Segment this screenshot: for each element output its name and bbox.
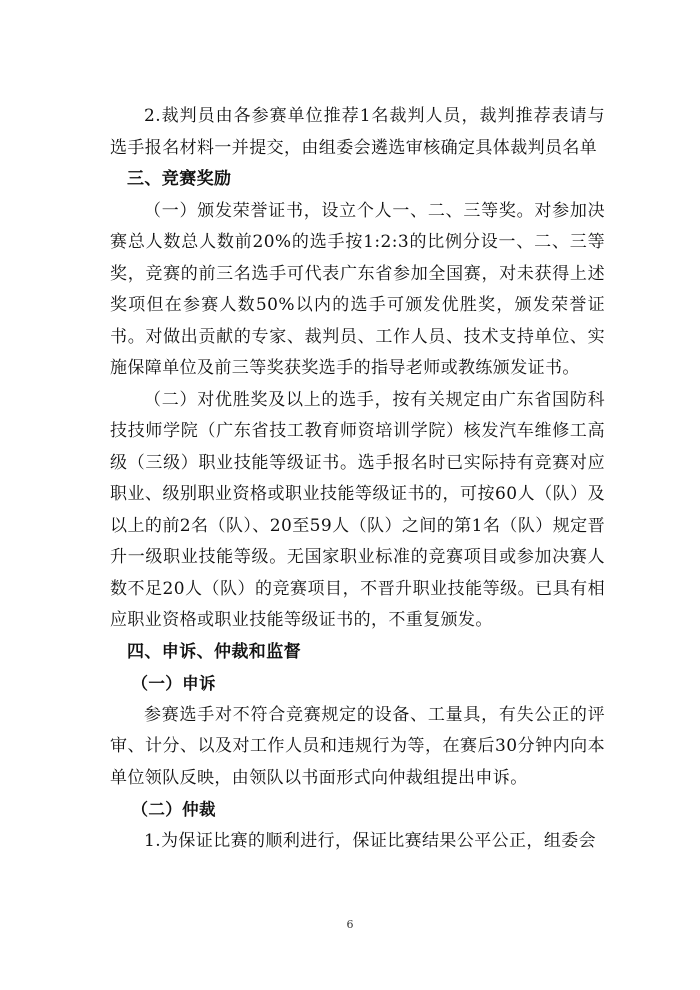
document-body xyxy=(110,101,605,857)
paragraph-referee-nomination: 2.裁判员由各参赛单位推荐1名裁判人员，裁判推荐表请与选手报名材料一并提交，由组委会遴选审核确定具体裁判员名单 xyxy=(110,106,605,158)
subheading-appeal: （一）申诉 xyxy=(131,674,216,693)
section-heading-appeal-arbitration: 四、申诉、仲裁和监督 xyxy=(127,641,301,662)
paragraph-appeal-process: 参赛选手对不符合竞赛规定的设备、工量具，有失公正的评审、计分、以及对工作人员和违规行为等，在赛后30分钟内向本单位领队反映，由领队以书面形式向仲裁组提出申诉。 xyxy=(110,704,605,788)
page-number: 6 xyxy=(346,918,354,931)
paragraph-arbitration-intro: 1.为保证比赛的顺利进行，保证比赛结果公平公正，组委会 xyxy=(144,830,597,851)
paragraph-honor-certificates: （一）颁发荣誉证书，设立个人一、二、三等奖。对参加决赛总人数总人数前20%的选手按1:2:3的比例分设一、二、三等奖，竞赛的前三名选手可代表广东省参加全国赛，对未获得上述奖项但在参赛人数50%以内的选手可颁发优胜奖，颁发荣誉证书。对做出贡献的专家、裁判员、工作人员、技术支持单位、实施保障单位及前三等奖获奖选手的指导老师或教练颁发证书。 xyxy=(110,200,605,378)
section-heading-awards: 三、竞赛奖励 xyxy=(127,169,232,189)
paragraph-skill-certificates: （二）对优胜奖及以上的选手，按有关规定由广东省国防科技技师学院（广东省技工教育师资培训学院）核发汽车维修工高级（三级）职业技能等级证书。选手报名时已实际持有竞赛对应职业、级别职业资格或职业技能等级证书的，可按60人（队）及以上的前2名（队）、20至59人（队）之间的第1名（队）规定晋升一级职业技能等级。无国家职业标准的竞赛项目或参加决赛人数不足20人（队）的竞赛项目，不晋升职业技能等级。已具有相应职业资格或职业技能等级证书的，不重复颁发。 xyxy=(110,389,605,630)
subheading-arbitration: （二）仲裁 xyxy=(131,800,216,819)
